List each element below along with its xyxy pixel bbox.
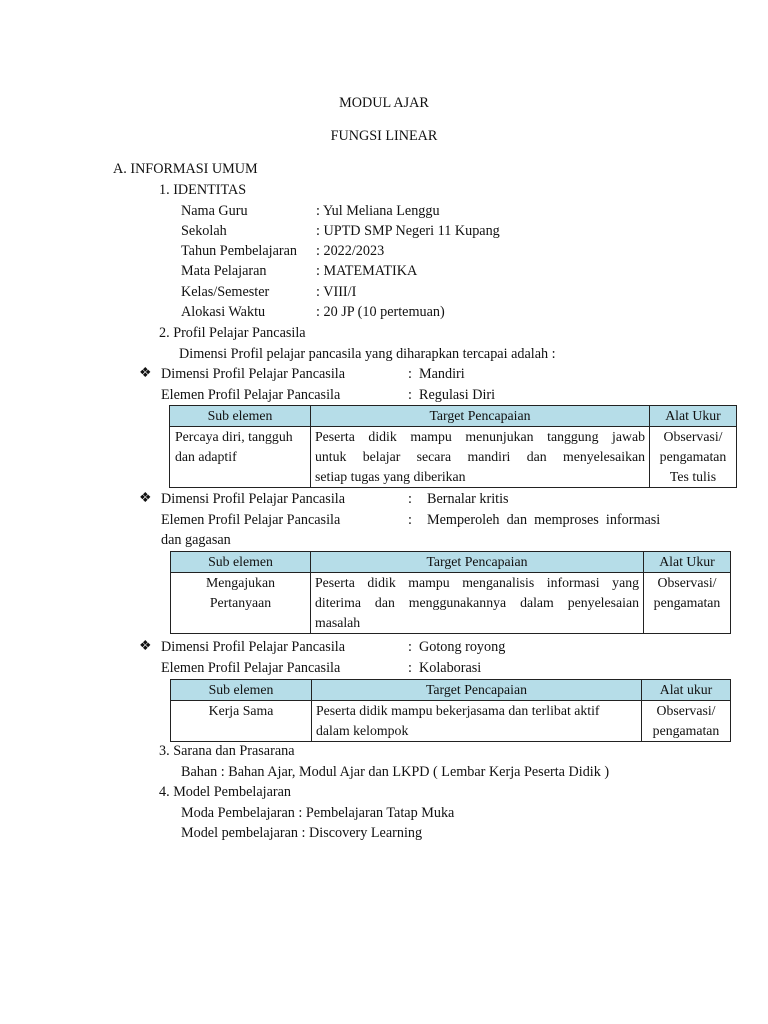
elemen-label: Elemen Profil Pelajar Pancasila [161, 387, 341, 403]
cell-line: Peserta didik mampu menganalisis informasi yang [315, 575, 639, 590]
document-title: MODUL AJAR [339, 95, 429, 111]
profile-table [170, 679, 731, 742]
moda-text: Moda Pembelajaran : Pembelajaran Tatap Muka [181, 805, 455, 821]
cell-line: Kerja Sama [208, 703, 274, 718]
cell-line: dan adaptif [175, 449, 237, 464]
identitas-label: Alokasi Waktu [181, 304, 266, 320]
table-row [171, 573, 731, 634]
model-text: Model pembelajaran : Discovery Learning [181, 825, 423, 841]
alat-ukur-cell [644, 573, 731, 634]
column-header: Target Pencapaian [311, 552, 644, 573]
column-header: Alat Ukur [650, 406, 737, 427]
identitas-label: Nama Guru [181, 203, 248, 219]
item-model: 4. Model Pembelajaran [159, 784, 291, 800]
dimensi-label: Dimensi Profil Pelajar Pancasila [161, 639, 346, 655]
elemen-value: Regulasi Diri [419, 387, 496, 403]
profil-intro: Dimensi Profil pelajar pancasila yang diharapkan tercapai adalah : [179, 346, 556, 362]
cell-line: dalam kelompok [316, 723, 409, 738]
identitas-label: Kelas/Semester [181, 284, 270, 300]
cell-line: Percaya diri, tangguh [175, 429, 293, 444]
dimensi-value: Gotong royong [419, 639, 506, 655]
bullet-diamond-icon: ❖ [139, 639, 152, 654]
elemen-colon: : [408, 512, 412, 528]
column-header: Target Pencapaian [312, 680, 642, 701]
column-header: Target Pencapaian [311, 406, 650, 427]
identitas-value: : MATEMATIKA [316, 263, 418, 279]
section-a-heading: A. INFORMASI UMUM [113, 161, 258, 177]
dimensi-label: Dimensi Profil Pelajar Pancasila [161, 491, 346, 507]
cell-line: pengamatan [659, 449, 727, 464]
item-profil: 2. Profil Pelajar Pancasila [159, 325, 306, 341]
elemen-label: Elemen Profil Pelajar Pancasila [161, 512, 341, 528]
column-header: Alat Ukur [644, 552, 731, 573]
profile-table [170, 551, 731, 634]
cell-line: masalah [315, 615, 361, 630]
alat-ukur-cell [642, 701, 731, 742]
identitas-value: : Yul Meliana Lenggu [316, 203, 440, 219]
cell-line: Observasi/ [663, 429, 723, 444]
dimensi-value: Mandiri [419, 366, 465, 382]
sub-elemen-cell [171, 573, 311, 634]
table-row [170, 427, 737, 488]
cell-line: Peserta didik mampu bekerjasama dan terlibat aktif [316, 703, 600, 718]
cell-line: Mengajukan [206, 575, 275, 590]
table-row [171, 701, 731, 742]
table-header-row [171, 552, 731, 573]
identitas-label: Tahun Pembelajaran [181, 243, 298, 259]
column-header: Alat ukur [642, 680, 731, 701]
cell-line: pengamatan [653, 595, 721, 610]
identitas-label: Sekolah [181, 223, 227, 239]
target-cell [311, 573, 644, 634]
bullet-diamond-icon: ❖ [139, 491, 152, 506]
sub-elemen-cell [170, 427, 311, 488]
item-identitas: 1. IDENTITAS [159, 182, 247, 198]
identitas-label: Mata Pelajaran [181, 263, 267, 279]
target-cell [312, 701, 642, 742]
column-header: Sub elemen [171, 552, 311, 573]
identitas-value: : UPTD SMP Negeri 11 Kupang [316, 223, 500, 239]
profile-table [169, 405, 737, 488]
cell-line: diterima dan menggunakannya dalam penyelesaian [315, 595, 639, 610]
identitas-value: : VIII/I [316, 284, 357, 300]
document-subtitle: FUNGSI LINEAR [330, 128, 438, 144]
cell-line: pengamatan [652, 723, 720, 738]
column-header: Sub elemen [171, 680, 312, 701]
item-sarana: 3. Sarana dan Prasarana [159, 743, 295, 759]
identitas-value: : 2022/2023 [316, 243, 385, 259]
elemen-value: Kolaborasi [419, 660, 482, 676]
cell-line: Observasi/ [656, 703, 716, 718]
cell-line: Peserta didik mampu menunjukan tanggung jawab [315, 429, 645, 444]
sub-elemen-cell [171, 701, 312, 742]
dimensi-value: Bernalar kritis [427, 491, 509, 507]
dimensi-label: Dimensi Profil Pelajar Pancasila [161, 366, 346, 382]
cell-line: Pertanyaan [209, 595, 272, 610]
cell-line: untuk belajar secara mandiri dan menyelesaikan [315, 449, 645, 464]
dimensi-colon: : [408, 639, 412, 655]
cell-line: Tes tulis [669, 469, 717, 484]
cell-line: Observasi/ [657, 575, 717, 590]
dimensi-colon: : [408, 491, 412, 507]
column-header: Sub elemen [170, 406, 311, 427]
elemen-value-continued: dan gagasan [161, 532, 231, 548]
bullet-diamond-icon: ❖ [139, 366, 152, 381]
elemen-colon: : [408, 387, 412, 403]
elemen-value: Memperoleh dan memproses informasi [427, 512, 661, 528]
target-cell [311, 427, 650, 488]
table-header-row [170, 406, 737, 427]
elemen-colon: : [408, 660, 412, 676]
dimensi-colon: : [408, 366, 412, 382]
table-header-row [171, 680, 731, 701]
identitas-value: : 20 JP (10 pertemuan) [316, 304, 445, 320]
elemen-label: Elemen Profil Pelajar Pancasila [161, 660, 341, 676]
alat-ukur-cell [650, 427, 737, 488]
cell-line: setiap tugas yang diberikan [315, 469, 466, 484]
bahan-text: Bahan : Bahan Ajar, Modul Ajar dan LKPD ( Lembar Kerja Peserta Didik ) [181, 764, 610, 780]
